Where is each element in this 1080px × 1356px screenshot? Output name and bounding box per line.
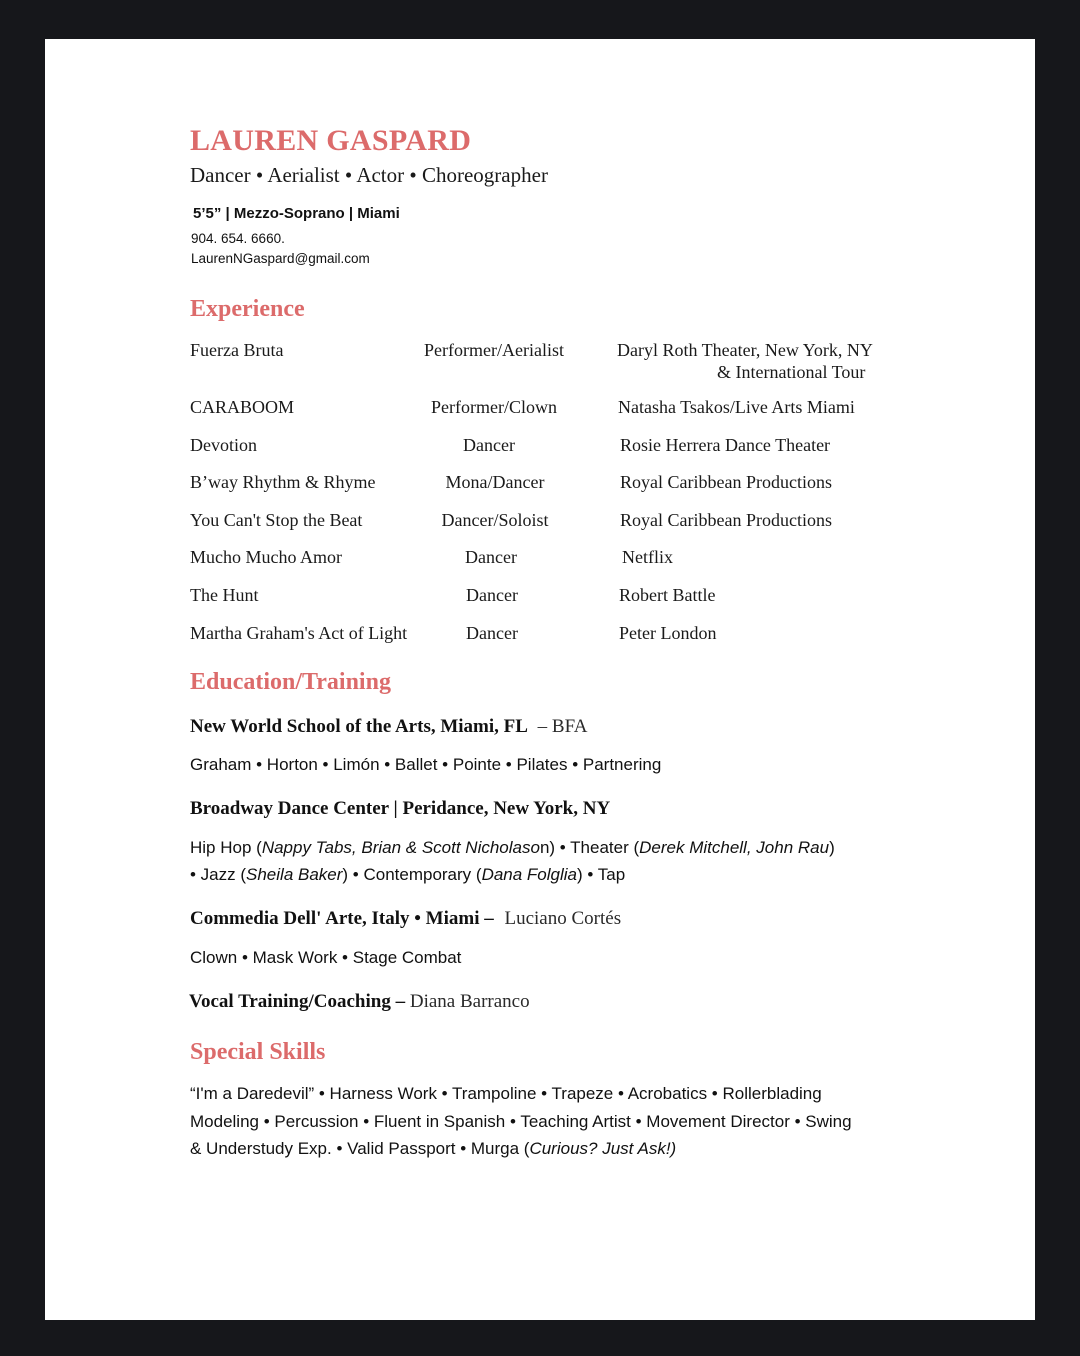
exp-show: The Hunt <box>190 585 259 605</box>
skills-line: Modeling • Percussion • Fluent in Spanish • Teaching Artist • Movement Director • Swing <box>190 1111 852 1131</box>
bdc-training-line2 <box>190 865 625 885</box>
text: • Jazz ( <box>190 865 247 884</box>
school-name: New World School of the Arts, Miami, FL <box>190 716 527 737</box>
phone-number: 904. 654. 6660. <box>191 231 285 246</box>
exp-company: Royal Caribbean Productions <box>620 510 832 530</box>
exp-role: Dancer <box>463 435 515 455</box>
resume-subtitle: Dancer • Aerialist • Actor • Choreographer <box>190 163 548 187</box>
skills-line <box>190 1135 910 1163</box>
skills-line: “I'm a Daredevil” • Harness Work • Trampoline • Trapeze • Acrobatics • Rollerblading <box>190 1084 822 1103</box>
exp-company-line2: & International Tour <box>717 362 866 382</box>
teachers: Nappy Tabs, Brian & Scott Nicholaso <box>261 838 540 857</box>
teachers: Derek Mitchell, John Rau <box>639 838 830 857</box>
school-commedia <box>190 908 621 930</box>
teacher: Diana Barranco <box>409 991 530 1012</box>
bdc-training-line1 <box>190 838 835 858</box>
exp-role: Dancer <box>465 547 517 567</box>
exp-role: Dancer <box>466 585 518 605</box>
exp-role: Dancer/Soloist <box>441 510 549 530</box>
exp-show: Devotion <box>190 435 257 455</box>
exp-role: Mona/Dancer <box>445 472 545 492</box>
exp-show: CARABOOM <box>190 397 295 417</box>
exp-role: Dancer <box>466 623 518 643</box>
exp-show: Fuerza Bruta <box>190 340 284 360</box>
school-name: Vocal Training/Coaching – <box>189 991 406 1012</box>
text: ) <box>829 838 835 857</box>
email-address: LaurenNGaspard@gmail.com <box>191 251 370 266</box>
school-vocal <box>189 991 530 1013</box>
exp-company: Netflix <box>622 547 673 567</box>
education-heading: Education/Training <box>190 669 391 695</box>
text: & Understudy Exp. • Valid Passport • Murga ( <box>190 1139 530 1158</box>
exp-show: Mucho Mucho Amor <box>190 547 342 567</box>
teachers: Sheila Baker <box>246 865 343 884</box>
exp-role: Performer/Aerialist <box>424 340 564 360</box>
resume-name: LAUREN GASPARD <box>190 124 472 157</box>
exp-role: Performer/Clown <box>431 397 557 417</box>
experience-heading: Experience <box>190 296 305 322</box>
resume-page <box>45 39 1035 1320</box>
exp-company: Peter London <box>619 623 717 643</box>
text: n) • Theater ( <box>539 838 640 857</box>
exp-company: Royal Caribbean Productions <box>620 472 832 492</box>
note: Curious? Just Ask!) <box>529 1139 677 1158</box>
degree: – BFA <box>537 716 588 737</box>
skills-heading: Special Skills <box>190 1039 326 1065</box>
exp-company: Robert Battle <box>619 585 716 605</box>
teacher: Luciano Cortés <box>504 908 622 929</box>
exp-show: B’way Rhythm & Rhyme <box>190 472 376 492</box>
text: ) • Contemporary ( <box>342 865 482 884</box>
school-bdc: Broadway Dance Center | Peridance, New York, NY <box>190 798 611 819</box>
school-name: Commedia Dell' Arte, Italy • Miami – <box>190 908 494 929</box>
exp-company: Daryl Roth Theater, New York, NY <box>617 340 873 360</box>
exp-company: Natasha Tsakos/Live Arts Miami <box>618 397 855 417</box>
exp-show: Martha Graham's Act of Light <box>190 623 408 643</box>
skills-list <box>190 1080 910 1163</box>
teachers: Dana Folglia <box>481 865 578 884</box>
text: ) • Tap <box>577 865 626 884</box>
stats-line: 5’5” | Mezzo-Soprano | Miami <box>193 205 400 222</box>
commedia-training: Clown • Mask Work • Stage Combat <box>190 948 462 967</box>
exp-show: You Can't Stop the Beat <box>190 510 363 530</box>
school-nws <box>190 716 587 738</box>
nws-training: Graham • Horton • Limón • Ballet • Pointe • Pilates • Partnering <box>190 755 662 774</box>
exp-company: Rosie Herrera Dance Theater <box>620 435 831 455</box>
text: Hip Hop ( <box>190 838 262 857</box>
